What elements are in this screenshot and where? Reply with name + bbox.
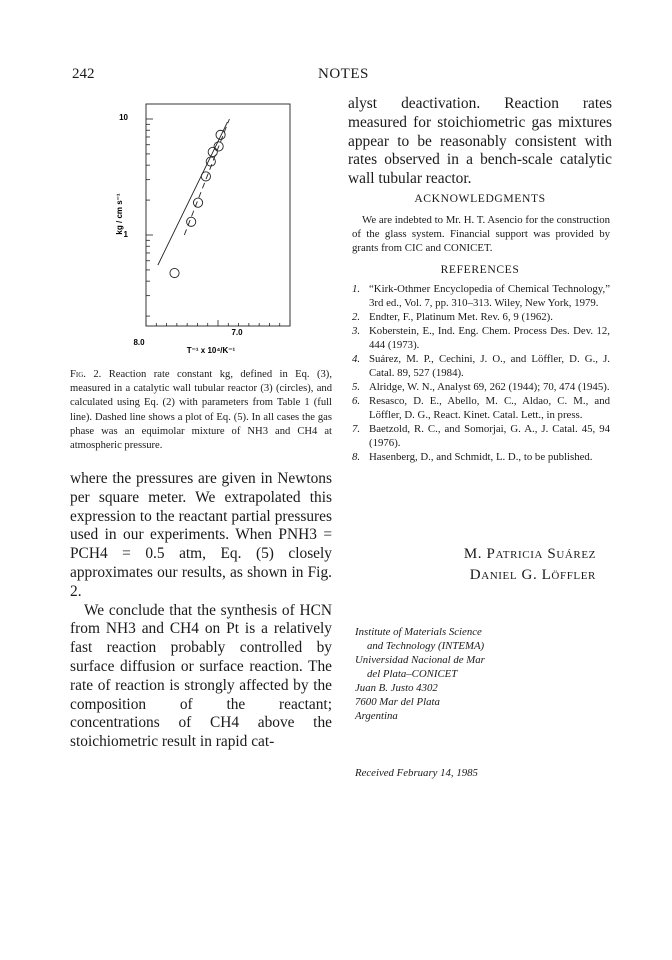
reference-item: 6. Resasco, D. E., Abello, M. C., Aldao, C. M., and Löffler, D. G., React. Kinet. Catal. Lett., in press. bbox=[352, 395, 610, 421]
affiliation-line: Argentina bbox=[355, 710, 398, 722]
data-point-circle bbox=[187, 217, 196, 226]
page-number: 242 bbox=[72, 66, 95, 82]
caption-text: Reaction rate constant kg, defined in Eq. (3), measured in a catalytic wall tubular reactor (3) (circles), and calculated using Eq. (2) with parameters from Table 1 (full line). Dashed line shows a plot of Eq. (5). In all cases the gas phase was an equimolar mixture of NH3 and CH4 at atmospheric pressure. bbox=[70, 369, 332, 452]
running-head: NOTES bbox=[318, 66, 369, 82]
author-name: Daniel G. Löffler bbox=[469, 567, 596, 583]
affiliation-line: Institute of Materials Science bbox=[355, 626, 482, 638]
author-name: M. Patricia Suárez bbox=[463, 546, 596, 562]
data-point-circle bbox=[193, 198, 202, 207]
data-point-circle bbox=[170, 268, 179, 277]
y-tick-label-1: 1 bbox=[123, 230, 128, 239]
authors bbox=[348, 544, 596, 586]
acknowledgments-heading: ACKNOWLEDGMENTS bbox=[414, 192, 546, 205]
received-date: Received February 14, 1985 bbox=[355, 767, 478, 779]
references-heading: REFERENCES bbox=[440, 263, 520, 276]
figure-2-chart bbox=[112, 96, 332, 358]
affiliation-line: Universidad Nacional de Mar bbox=[355, 654, 485, 666]
data-point-circle bbox=[216, 130, 225, 139]
caption-label: Fig. 2. bbox=[70, 369, 102, 380]
affiliation-line: 7600 Mar del Plata bbox=[355, 696, 440, 708]
plot-lines bbox=[158, 119, 230, 265]
full-line-eq2 bbox=[158, 122, 228, 265]
left-column-body bbox=[70, 470, 332, 752]
acknowledgments-text: We are indebted to Mr. H. T. Asencio for the construction of the glass system. Financial support was provided by grants from CIC and CONICET. bbox=[352, 214, 610, 254]
axis-ticks bbox=[146, 119, 290, 326]
reference-list bbox=[352, 282, 610, 464]
plot-border bbox=[146, 104, 290, 326]
plot-frame bbox=[146, 104, 290, 326]
affiliation bbox=[355, 625, 605, 723]
paragraph: alyst deactivation. Reaction rates measured for stoichiometric gas mixtures appear to be reasonably consistent with rates observed in a bench-scale catalytic wall tubular reactor. bbox=[348, 95, 612, 188]
affiliation-line: Juan B. Justo 4302 bbox=[355, 682, 438, 694]
reference-item: 1. “Kirk-Othmer Encyclopedia of Chemical Technology,” 3rd ed., Vol. 7, pp. 310–313. Wiley, New York, 1979. bbox=[352, 283, 610, 309]
right-column-body bbox=[348, 95, 612, 189]
x-tick-label-8: 8.0 bbox=[133, 338, 145, 347]
x-axis-label: T⁻¹ x 10⁴/K⁻¹ bbox=[186, 346, 236, 355]
x-tick-label-7: 7.0 bbox=[231, 328, 243, 337]
paragraph: We conclude that the synthesis of HCN from NH3 and CH4 on Pt is a relatively fast reaction probably controlled by surface diffusion or surface reaction. The rate of reaction is strongly affected by the composition of the reactant; concentrations of CH4 above the stoichiometric result in rapid cat- bbox=[70, 601, 332, 751]
reference-item: 5. Alridge, W. N., Analyst 69, 262 (1944); 70, 474 (1945). bbox=[352, 381, 610, 393]
data-point-circle bbox=[206, 157, 215, 166]
figure-caption bbox=[70, 368, 332, 453]
affiliation-line: del Plata–CONICET bbox=[367, 668, 458, 680]
reference-item: 4. Suárez, M. P., Cechini, J. O., and Löffler, D. G., J. Catal. 89, 527 (1984). bbox=[352, 353, 610, 379]
data-points bbox=[170, 130, 225, 277]
data-point-circle bbox=[201, 172, 210, 181]
y-axis-label: kg / cm s⁻¹ bbox=[115, 193, 124, 235]
reference-item: 8. Hasenberg, D., and Schmidt, L. D., to be published. bbox=[352, 451, 593, 463]
paragraph: where the pressures are given in Newtons per square meter. We extrapolated this expression to the reactant partial pressures used in our experiments. When PNH3 = PCH4 = 0.5 atm, Eq. (5) closely approximates our results, as shown in Fig. 2. bbox=[70, 470, 332, 600]
reference-item: 2. Endter, F., Platinum Met. Rev. 6, 9 (1962). bbox=[352, 311, 553, 323]
affiliation-line: and Technology (INTEMA) bbox=[367, 640, 485, 652]
y-tick-label-10: 10 bbox=[119, 113, 128, 122]
reference-item: 7. Baetzold, R. C., and Somorjai, G. A., J. Catal. 45, 94 (1976). bbox=[352, 423, 610, 449]
reference-item: 3. Koberstein, E., Ind. Eng. Chem. Process Des. Dev. 12, 444 (1973). bbox=[352, 325, 610, 351]
